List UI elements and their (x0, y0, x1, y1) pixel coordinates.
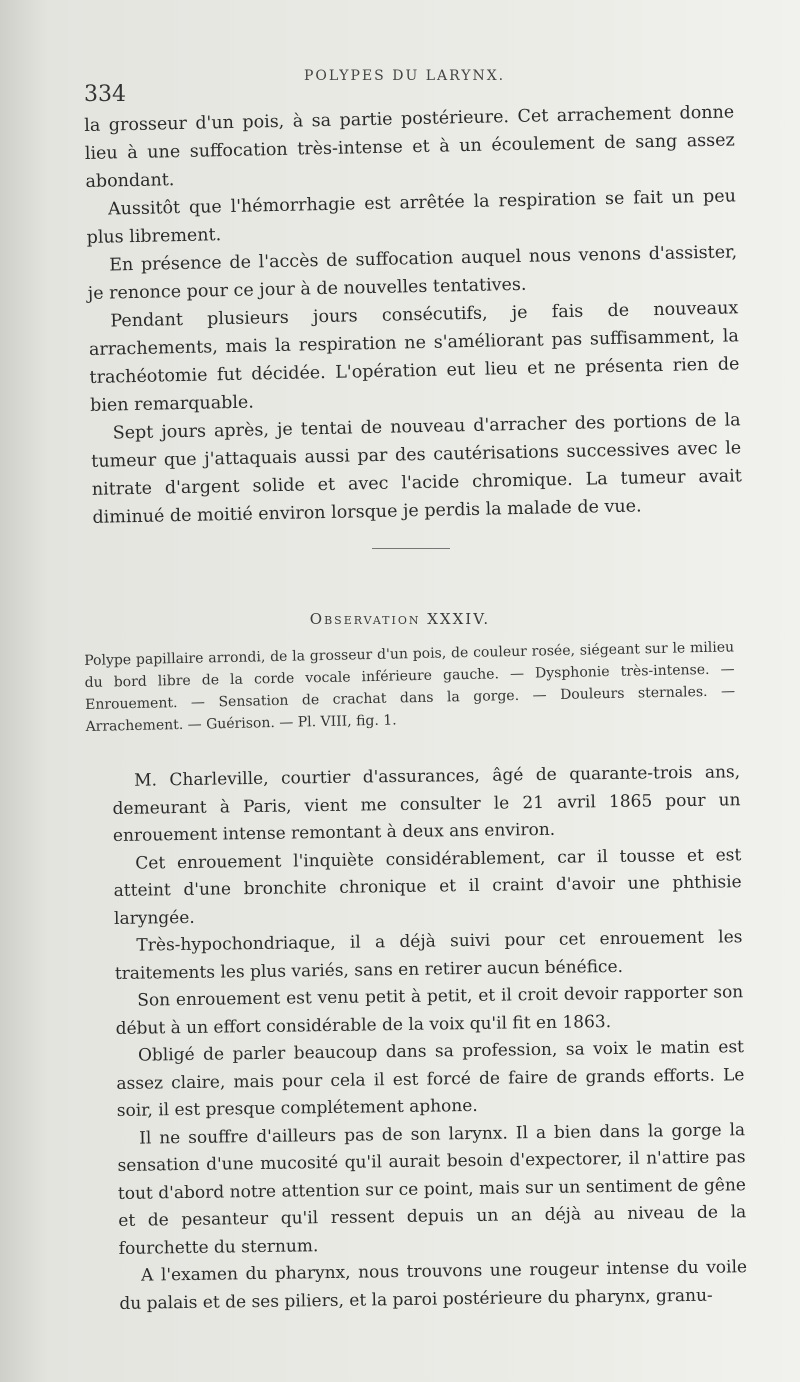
text-block-observation (112, 759, 748, 1318)
paragraph: M. Charleville, courtier d'assurances, âgé de quarante-trois ans, demeurant à Paris, vient me consulter le 21 avril 1865 pour un enrouement intense remontant à deux ans environ. (112, 762, 741, 846)
paragraph: A l'examen du pharynx, nous trouvons une rougeur intense du voile du palais et de ses piliers, et la paroi postérieure du pharynx, granu- (119, 1257, 748, 1314)
section-divider (372, 548, 450, 549)
page-number: 334 (84, 82, 126, 107)
paragraph: la grosseur d'un pois, à sa partie postérieure. Cet arrachement donne lieu à une suffocation très-intense et à un écoulement de sang assez abondant. (84, 102, 735, 192)
paragraph: Il ne souffre d'ailleurs pas de son larynx. Il a bien dans la gorge la sensation d'une mucosité qu'il aurait besoin d'expectorer, il n'attire pas tout d'abord notre attention sur ce point, mais sur un sentiment de gêne et de pesanteur qu'il ressent depuis un an déjà au niveau de la fourchette du sternum. (117, 1119, 747, 1259)
observation-title: Observation XXXIV. (309, 610, 491, 628)
paragraph: Son enrouement est venu petit à petit, et il croit devoir rapporter son début à un effort considérable de la voix qu'il fit en 1863. (115, 982, 744, 1039)
paragraph: Aussitôt que l'hémorrhagie est arrêtée la respiration se fait un peu plus librement. (86, 186, 737, 248)
text-block-continuation (84, 98, 743, 532)
paragraph: En présence de l'accès de suffocation auquel nous venons d'assister, je renonce pour ce jour à de nouvelles tentatives. (87, 242, 738, 304)
paragraph: Cet enrouement l'inquiète considérablement, car il tousse et est atteint d'une bronchite chronique et il craint d'avoir une phthisie laryngée. (113, 844, 742, 929)
page-header (84, 62, 730, 107)
paragraph: Très-hypochondriaque, il a déjà suivi pour cet enrouement les traitements les plus variés, sans en retirer aucun bénéfice. (114, 927, 743, 984)
paragraph: Pendant plusieurs jours consécutifs, je fais de nouveaux arrachements, mais la respiration ne s'améliorant pas suffisamment, la trachéotomie fut décidée. L'opération eut lieu et ne présenta rien de bien remarquable. (88, 298, 740, 416)
paragraph: Obligé de parler beaucoup dans sa profession, sa voix le matin est assez claire, mais pour cela il est forcé de faire de grands efforts. Le soir, il est presque complétement aphone. (116, 1037, 745, 1121)
observation-summary: Polype papillaire arrondi, de la grosseur d'un pois, de couleur rosée, siégeant sur le milieu du bord libre de la corde vocale inférieure gauche. — Dysphonie très-intense. — Enrouement. — Sensation de crachat dans la gorge. — Douleurs sternales. — Arrachement. — Guérison. — Pl. VIII, fig. 1. (84, 639, 736, 735)
paragraph: Sept jours après, je tentai de nouveau d'arracher des portions de la tumeur que j'attaquais aussi par des cautérisations successives avec le nitrate d'argent solide et avec l'acide chromique. La tumeur avait diminué de moitié environ lorsque je perdis la malade de vue. (91, 410, 742, 528)
running-title: POLYPES DU LARYNX. (304, 68, 506, 84)
